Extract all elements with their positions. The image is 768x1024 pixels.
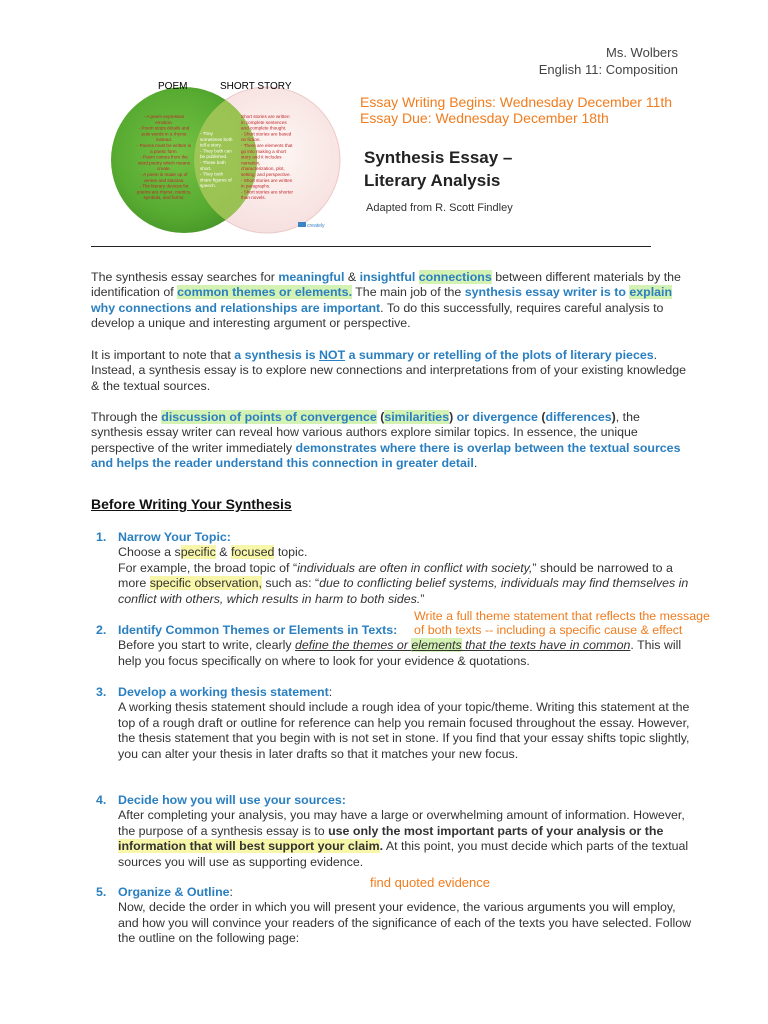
venn-line: than novels. [241,195,266,201]
venn-line: - There are elements that [241,143,293,148]
paragraph-convergence: Through the discussion of points of convergence (similarities) or divergence (differences), the synthesis essay writer can reveal how various authors explore similar topics. In essence, the unique perspective of the writer immediately demonstrates where there is overlap between the textual sources and helps the reader understand this connection in greater detail. [91,410,681,471]
venn-line: on fiction. [241,137,261,143]
venn-line: - Short stories are based [241,131,292,137]
document-title [364,146,512,192]
venn-diagram [102,74,352,244]
course-name: English 11: Composition [538,62,678,77]
creately-logo: creately [307,223,325,229]
venn-line: Short stories are written [241,114,290,119]
venn-line: - Short stories are written [241,177,293,183]
section-heading: Before Writing Your Synthesis [91,496,292,512]
adapted-from: Adapted from R. Scott Findley [366,202,513,214]
paragraph-intro: The synthesis essay searches for meaningful & insightful connections between different materials by the identification of common themes or elements. The main job of the synthesis essay writer is to explain why connections and relationships are important. To do this successfully, requires careful analysis to develop a unique and interesting argument or perspective. [91,270,681,331]
teacher-header [539,44,678,78]
venn-line: word poetry which means [137,160,191,166]
venn-line: - Poems must be written in [136,143,192,148]
venn-line: - The literary devices for [139,183,189,189]
venn-line: emotion. [155,119,173,125]
venn-left-text [137,114,192,200]
venn-line: - They both can [200,148,232,154]
list-item-identify-themes: 2. Identify Common Themes or Elements in Texts: Before you start to write, clearly define the themes or elements that the texts have in common. This will help you focus specifically on where to look for your evidence & quotations. [96,623,682,668]
venn-line: in complete sentences [241,119,287,125]
essay-dates [360,94,672,126]
venn-right-label: SHORT STORY [220,81,292,92]
title-line-1: Synthesis Essay – [364,148,513,167]
venn-line: poems are rhyme, metrics, [136,189,192,195]
venn-line: - A poem expresses [143,114,185,119]
venn-line: sometimes both [200,136,233,142]
venn-line: a poetic form. [150,148,178,154]
venn-line: - Poem comes from the [140,154,188,160]
creately-logo-icon [298,222,306,227]
list-item-thesis: 3. Develop a working thesis statement: A working thesis statement should include a rough idea of your topic/theme. Writing this statement at the top of a rough draft or outline for reference can help you remain focused throughout the essay. However, the thesis statement that you begin with is not set in stone. If you find that your essay shifts topic slightly, you can alter your thesis in later drafts so that it matches your new focus. [96,685,690,761]
teacher-name: Ms. Wolbers [606,45,678,60]
divider [91,246,651,247]
paragraph-not-summary: It is important to note that a synthesis is NOT a summary or retelling of the plots of literary pieces. Instead, a synthesis essay is to explore new connections and interpretations from of your existing knowledge & the textual sources. [91,348,687,393]
venn-line: setting, and perspective. [241,172,291,177]
venn-line: symbols, and forms. [143,195,185,201]
venn-line: share figures of [200,177,232,183]
annotation-theme-statement: Write a full theme statement that reflects the message of both texts -- including a specific cause & effect [414,609,710,637]
list-item-sources: 4. Decide how you will use your sources: After completing your analysis, you may have a large or overwhelming amount of information. However, the purpose of a synthesis essay is to use only the most important parts of your analysis or the information that will best support your claim. At this point, you must decide which parts of the textual sources you will use as supporting evidence. [96,793,689,869]
venn-line: speech. [200,183,217,189]
essay-begins: Essay Writing Begins: Wednesday December 11th [360,94,673,110]
venn-line: instead. [155,137,173,143]
venn-line: narration, [241,160,261,166]
venn-line: story and it includes [241,154,282,160]
venn-line: go into making a short [241,148,287,154]
venn-line: be published. [200,154,228,160]
venn-line: characterization, plot, [241,166,285,172]
list-item-organize: 5. Organize & Outline: Now, decide the order in which you will present your evidence, the various arguments you will employ, and how you will convince your readers of the significance of each of the texts you have selected. Follow the outline on the following page: [96,885,692,946]
venn-line: - These both [200,160,226,165]
venn-line: short. [200,165,212,171]
venn-line: verses and stanzas. [143,177,185,183]
venn-line: tell a story. [200,142,222,148]
annotation-quoted-evidence: find quoted evidence [370,875,490,890]
venn-line: - A poem is made up of [140,172,188,177]
venn-line: - They both [200,171,224,177]
venn-line: in paragraphs. [241,183,271,189]
essay-due: Essay Due: Wednesday December 18th [360,110,609,126]
venn-line: puts words in a rhyme [141,131,187,137]
venn-left-label: POEM [158,81,188,92]
title-line-2: Literary Analysis [364,171,501,190]
venn-line: - Short stories are shorter [241,189,294,195]
venn-line: and complete thought. [241,125,287,131]
list-item-narrow-topic: 1. Narrow Your Topic: Choose a specific & focused topic. For example, the broad topic of “individuals are often in conflict with society,” should be narrowed to a more specific observation, such as: “due to conflicting belief systems, individuals may find themselves in conflict with others, which results in harm to both sides.” [96,530,689,606]
venn-line: create. [156,166,172,172]
venn-line: - Poem stops details and [138,125,190,131]
venn-line: - They [200,131,213,136]
